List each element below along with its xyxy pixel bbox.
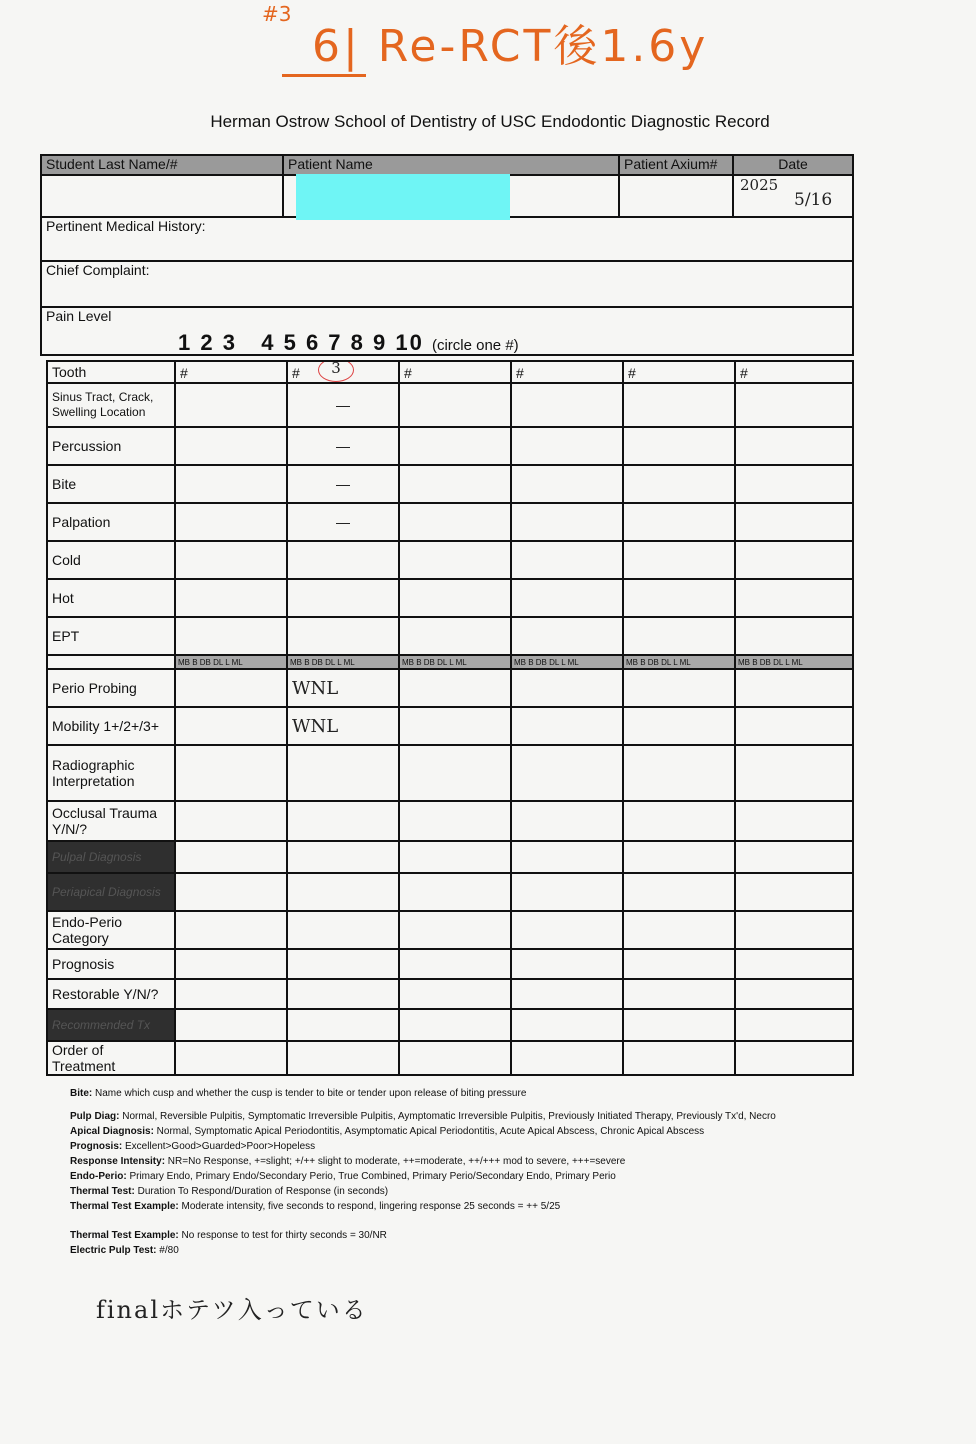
- cell[interactable]: [399, 465, 511, 503]
- cell[interactable]: [623, 1041, 735, 1075]
- tooth-cell[interactable]: #: [735, 361, 853, 383]
- findings-row: [47, 465, 853, 503]
- row-label: EPT: [47, 617, 175, 655]
- cell[interactable]: [735, 1009, 853, 1041]
- cell[interactable]: [175, 801, 287, 841]
- findings-row: [47, 579, 853, 617]
- row-label: Pulpal Diagnosis: [47, 841, 175, 873]
- row-label: Periapical Diagnosis: [47, 873, 175, 911]
- legend-text: No response to test for thirty seconds = 30/NR: [178, 1230, 387, 1241]
- cell[interactable]: [623, 949, 735, 979]
- cell[interactable]: [175, 1041, 287, 1075]
- row-label: Prognosis: [47, 949, 175, 979]
- surface-header: MB B DB DL L ML: [623, 655, 735, 669]
- surface-header: MB B DB DL L ML: [175, 655, 287, 669]
- legend-line: [70, 1154, 910, 1169]
- cell[interactable]: [735, 1041, 853, 1075]
- cell[interactable]: [735, 911, 853, 949]
- cell[interactable]: [511, 541, 623, 579]
- date-year: 2025: [740, 176, 779, 194]
- row-label: Order of Treatment: [47, 1041, 175, 1075]
- legend-text: #/80: [156, 1245, 179, 1256]
- cell[interactable]: [511, 579, 623, 617]
- cell[interactable]: [287, 801, 399, 841]
- cell[interactable]: [735, 427, 853, 465]
- date-label: Date: [733, 155, 853, 175]
- cell[interactable]: [399, 801, 511, 841]
- pain-scale-numbers: 1 2 3 4 5 6 7 8 9 10: [178, 330, 424, 355]
- legend-text: Excellent>Good>Guarded>Poor>Hopeless: [122, 1141, 316, 1152]
- cell[interactable]: [175, 503, 287, 541]
- legend-text: Moderate intensity, five seconds to respond, lingering response 25 seconds = ++ 5/25: [178, 1201, 561, 1212]
- tooth-cell[interactable]: #: [623, 361, 735, 383]
- cell[interactable]: [511, 1041, 623, 1075]
- cell[interactable]: [511, 383, 623, 427]
- cell[interactable]: [511, 465, 623, 503]
- row-label: Cold: [47, 541, 175, 579]
- legend-text: NR=No Response, +=slight; +/++ slight to moderate, ++=moderate, ++/+++ mod to severe, +++=severe: [165, 1156, 626, 1167]
- cell[interactable]: [623, 801, 735, 841]
- cell[interactable]: [175, 911, 287, 949]
- student-name-field[interactable]: [41, 175, 283, 217]
- underline-mark: [282, 74, 366, 77]
- cell[interactable]: [175, 383, 287, 427]
- cell[interactable]: [735, 873, 853, 911]
- legend-notes: [70, 1086, 910, 1258]
- cell[interactable]: [511, 1009, 623, 1041]
- cell[interactable]: [399, 873, 511, 911]
- row-label: Mobility 1+/2+/3+: [47, 707, 175, 745]
- cell[interactable]: [175, 617, 287, 655]
- legend-label: Pulp Diag:: [70, 1111, 120, 1122]
- cell[interactable]: [399, 979, 511, 1009]
- cell[interactable]: [623, 979, 735, 1009]
- cell[interactable]: [623, 841, 735, 873]
- cell[interactable]: [623, 383, 735, 427]
- row-label: Endo-Perio Category: [47, 911, 175, 949]
- cell[interactable]: [623, 427, 735, 465]
- cell[interactable]: [511, 841, 623, 873]
- cell[interactable]: [623, 541, 735, 579]
- tooth-hash: #: [292, 365, 300, 381]
- cell[interactable]: [399, 841, 511, 873]
- findings-row: [47, 427, 853, 465]
- findings-row: [47, 949, 853, 979]
- cell[interactable]: [175, 979, 287, 1009]
- dash-mark: —: [336, 397, 350, 413]
- cell[interactable]: [511, 911, 623, 949]
- cell[interactable]: [287, 745, 399, 801]
- date-field[interactable]: [733, 175, 853, 217]
- cell[interactable]: [399, 579, 511, 617]
- row-label: Occlusal Trauma Y/N/?: [47, 801, 175, 841]
- student-name-label: Student Last Name/#: [41, 155, 283, 175]
- legend-label: Apical Diagnosis:: [70, 1126, 154, 1137]
- findings-row: [47, 617, 853, 655]
- row-label: Percussion: [47, 427, 175, 465]
- medical-history-label: Pertinent Medical History:: [46, 218, 206, 234]
- row-label: Radiographic Interpretation: [47, 745, 175, 801]
- cell[interactable]: [735, 617, 853, 655]
- tooth-circled-value: 3: [318, 361, 354, 382]
- cell[interactable]: [175, 669, 287, 707]
- chief-complaint-field[interactable]: [41, 261, 853, 307]
- redaction-block: [296, 174, 510, 220]
- tooth-cell[interactable]: #: [511, 361, 623, 383]
- cell[interactable]: [623, 503, 735, 541]
- cell[interactable]: [511, 669, 623, 707]
- tooth-cell[interactable]: [287, 361, 399, 383]
- cell[interactable]: [623, 617, 735, 655]
- pain-level-label: Pain Level: [46, 308, 112, 324]
- cell[interactable]: [399, 617, 511, 655]
- medical-history-field[interactable]: [41, 217, 853, 261]
- cell[interactable]: [287, 949, 399, 979]
- cell[interactable]: [623, 1009, 735, 1041]
- cell[interactable]: [735, 707, 853, 745]
- patient-axium-field[interactable]: [619, 175, 733, 217]
- cell[interactable]: [175, 873, 287, 911]
- legend-line: [70, 1243, 910, 1258]
- findings-row: [47, 801, 853, 841]
- tooth-label: Tooth: [47, 361, 175, 383]
- header-handwritten-note: 6| Re-RCT後1.6y: [312, 21, 709, 72]
- cell[interactable]: [735, 541, 853, 579]
- cell[interactable]: [511, 979, 623, 1009]
- cell[interactable]: [287, 541, 399, 579]
- cell[interactable]: [623, 911, 735, 949]
- legend-text: Duration To Respond/Duration of Response (in seconds): [134, 1186, 389, 1197]
- findings-row: [47, 841, 853, 873]
- legend-line: [70, 1139, 910, 1154]
- pain-scale[interactable]: [178, 330, 519, 356]
- legend-label: Endo-Perio:: [70, 1171, 127, 1182]
- surface-header-blank: [47, 655, 175, 669]
- cell[interactable]: [287, 979, 399, 1009]
- cell[interactable]: [623, 745, 735, 801]
- surface-header: MB B DB DL L ML: [399, 655, 511, 669]
- legend-line: [70, 1086, 910, 1101]
- row-label: Bite: [47, 465, 175, 503]
- legend-text: Normal, Reversible Pulpitis, Symptomatic Irreversible Pulpitis, Aymptomatic Irreversible Pulpitis, Previously Initiated Therapy, Previously Tx'd, Necro: [119, 1111, 776, 1122]
- cell[interactable]: [399, 503, 511, 541]
- row-label: Restorable Y/N/?: [47, 979, 175, 1009]
- findings-row: [47, 383, 853, 427]
- cell[interactable]: [287, 465, 399, 503]
- findings-row: [47, 503, 853, 541]
- cell[interactable]: [735, 801, 853, 841]
- patient-name-label: Patient Name: [283, 155, 619, 175]
- surface-header: MB B DB DL L ML: [735, 655, 853, 669]
- cell[interactable]: [287, 911, 399, 949]
- clinical-grid: [46, 360, 854, 1076]
- findings-row: [47, 541, 853, 579]
- tooth-row: [47, 361, 853, 383]
- legend-text: Name which cusp and whether the cusp is tender to bite or tender upon release of biting pressure: [92, 1088, 527, 1099]
- cell[interactable]: [175, 707, 287, 745]
- cell[interactable]: [511, 617, 623, 655]
- cell[interactable]: [175, 427, 287, 465]
- cell[interactable]: [623, 669, 735, 707]
- findings-row: [47, 745, 853, 801]
- dash-mark: —: [336, 438, 350, 454]
- cell[interactable]: [623, 707, 735, 745]
- patient-axium-label: Patient Axium#: [619, 155, 733, 175]
- legend-line: [70, 1199, 910, 1214]
- row-label: Perio Probing: [47, 669, 175, 707]
- cell[interactable]: [175, 465, 287, 503]
- pain-scale-instruction: (circle one #): [431, 337, 519, 354]
- cell[interactable]: [511, 949, 623, 979]
- wnl-mark: WNL: [292, 677, 339, 699]
- findings-row: [47, 979, 853, 1009]
- legend-label: Electric Pulp Test:: [70, 1245, 157, 1256]
- legend-line: [70, 1124, 910, 1139]
- legend-line: [70, 1228, 910, 1243]
- cell[interactable]: [287, 669, 399, 707]
- cell[interactable]: [511, 873, 623, 911]
- legend-line: [70, 1109, 910, 1124]
- cell[interactable]: [175, 949, 287, 979]
- surface-header: MB B DB DL L ML: [287, 655, 399, 669]
- findings-row: [47, 873, 853, 911]
- cell[interactable]: [399, 669, 511, 707]
- cell[interactable]: [175, 745, 287, 801]
- cell[interactable]: [287, 427, 399, 465]
- row-label: Sinus Tract, Crack, Swelling Location: [47, 383, 175, 427]
- cell[interactable]: [399, 1009, 511, 1041]
- legend-label: Bite:: [70, 1088, 93, 1099]
- cell[interactable]: [511, 745, 623, 801]
- cell[interactable]: [287, 707, 399, 745]
- legend-label: Thermal Test Example:: [70, 1230, 179, 1241]
- cell[interactable]: [735, 745, 853, 801]
- cell[interactable]: [511, 801, 623, 841]
- cell[interactable]: [399, 1041, 511, 1075]
- cell[interactable]: [399, 911, 511, 949]
- cell[interactable]: [623, 579, 735, 617]
- tooth-cell[interactable]: #: [399, 361, 511, 383]
- findings-row: [47, 911, 853, 949]
- legend-line: [70, 1169, 910, 1184]
- cell[interactable]: [511, 707, 623, 745]
- cell[interactable]: [623, 873, 735, 911]
- findings-row: [47, 1041, 853, 1075]
- cell[interactable]: [735, 579, 853, 617]
- cell[interactable]: [399, 707, 511, 745]
- cell[interactable]: [287, 503, 399, 541]
- cell[interactable]: [175, 841, 287, 873]
- cell[interactable]: [287, 841, 399, 873]
- dash-mark: —: [336, 514, 350, 530]
- legend-text: Primary Endo, Primary Endo/Secondary Perio, True Combined, Primary Perio/Secondary Endo, Primary Perio: [126, 1171, 616, 1182]
- cell[interactable]: [735, 669, 853, 707]
- row-label: Hot: [47, 579, 175, 617]
- patient-name-field[interactable]: [283, 175, 619, 217]
- row-label: Palpation: [47, 503, 175, 541]
- cell[interactable]: [399, 383, 511, 427]
- legend-label: Thermal Test:: [70, 1186, 135, 1197]
- cell[interactable]: [511, 503, 623, 541]
- cell[interactable]: [399, 427, 511, 465]
- tooth-tag: #3: [262, 2, 292, 26]
- cell[interactable]: [735, 503, 853, 541]
- chief-complaint-label: Chief Complaint:: [46, 262, 150, 278]
- cell[interactable]: [735, 979, 853, 1009]
- dash-mark: —: [336, 476, 350, 492]
- form-title: Herman Ostrow School of Dentistry of USC Endodontic Diagnostic Record: [210, 112, 770, 131]
- surface-header-row: [47, 655, 853, 669]
- row-label: Recommended Tx: [47, 1009, 175, 1041]
- cell[interactable]: [399, 745, 511, 801]
- cell[interactable]: [175, 579, 287, 617]
- legend-line: [70, 1184, 910, 1199]
- legend-label: Response Intensity:: [70, 1156, 166, 1167]
- cell[interactable]: [175, 1009, 287, 1041]
- cell[interactable]: [735, 383, 853, 427]
- findings-row: [47, 669, 853, 707]
- wnl-mark: WNL: [292, 715, 339, 737]
- cell[interactable]: [175, 541, 287, 579]
- footer-handwritten-note: finalホテツ入っている: [96, 1296, 368, 1324]
- cell[interactable]: [287, 579, 399, 617]
- cell[interactable]: [287, 1041, 399, 1075]
- cell[interactable]: [287, 873, 399, 911]
- legend-label: Prognosis:: [70, 1141, 123, 1152]
- findings-row: [47, 1009, 853, 1041]
- cell[interactable]: [735, 949, 853, 979]
- cell[interactable]: [287, 1009, 399, 1041]
- date-month-day: 5/16: [794, 190, 833, 210]
- cell[interactable]: [399, 949, 511, 979]
- cell[interactable]: [735, 841, 853, 873]
- findings-row: [47, 707, 853, 745]
- surface-header: MB B DB DL L ML: [511, 655, 623, 669]
- legend-text: Normal, Symptomatic Apical Periodontitis, Asymptomatic Apical Periodontitis, Acute Apical Abscess, Chronic Apical Abscess: [153, 1126, 705, 1137]
- cell[interactable]: [623, 465, 735, 503]
- tooth-cell[interactable]: #: [175, 361, 287, 383]
- cell[interactable]: [287, 383, 399, 427]
- cell[interactable]: [511, 427, 623, 465]
- cell[interactable]: [399, 541, 511, 579]
- cell[interactable]: [287, 617, 399, 655]
- cell[interactable]: [735, 465, 853, 503]
- identification-table: [40, 154, 854, 356]
- legend-label: Thermal Test Example:: [70, 1201, 179, 1212]
